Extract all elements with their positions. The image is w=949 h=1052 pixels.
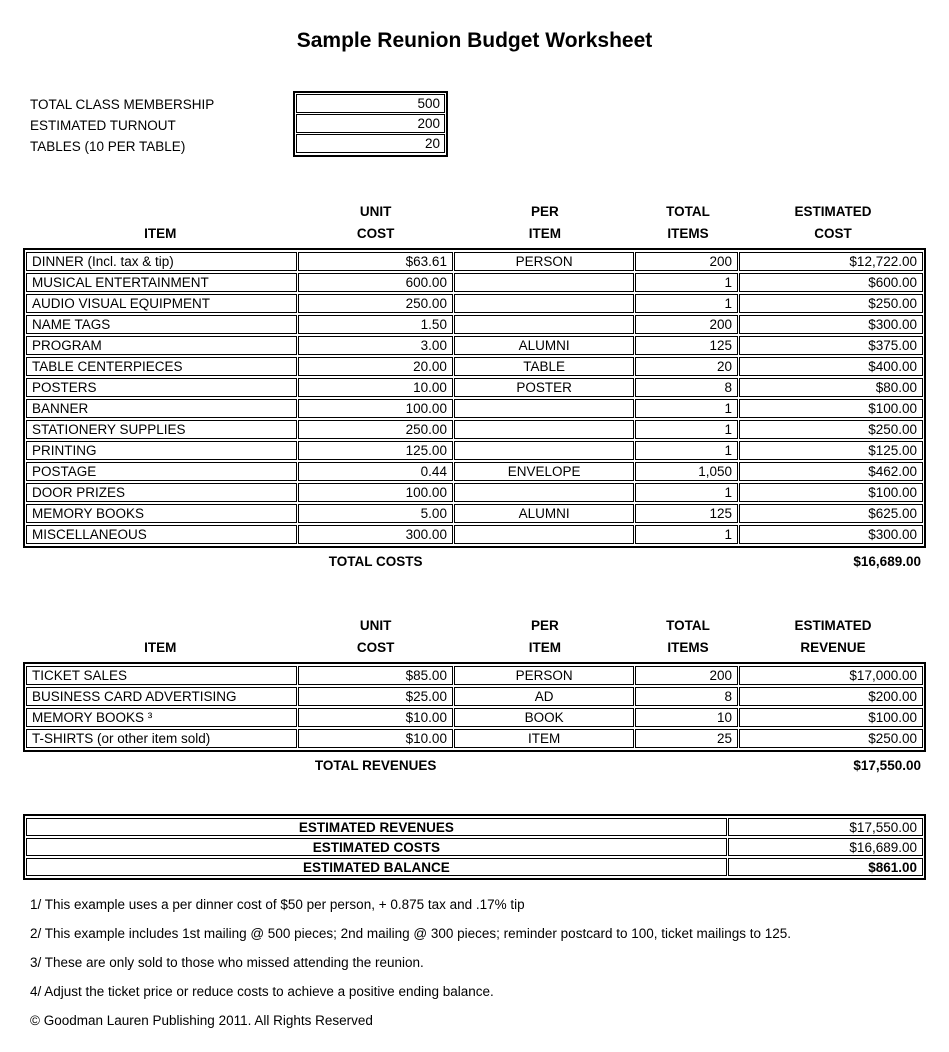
worksheet-page — [0, 28, 949, 1052]
table-row — [26, 504, 923, 523]
table-row — [26, 687, 923, 706]
cell-estimated-cost: $250.00 — [739, 420, 923, 439]
cell-total-items: 1 — [635, 441, 738, 460]
cell-estimated-cost: $600.00 — [739, 273, 923, 292]
cell-item: MEMORY BOOKS — [26, 504, 297, 523]
costs-column-headers — [23, 201, 926, 245]
cell-per-item: ITEM — [454, 729, 634, 748]
table-row — [26, 273, 923, 292]
tables-label: TABLES (10 PER TABLE) — [30, 138, 186, 154]
cell-item: BUSINESS CARD ADVERTISING — [26, 687, 297, 706]
total-class-membership-label: TOTAL CLASS MEMBERSHIP — [30, 96, 215, 112]
cell-total-items: 1 — [635, 294, 738, 313]
cell-total-items: 1 — [635, 399, 738, 418]
cell-per-item — [454, 483, 634, 502]
cell-unit-cost: $85.00 — [298, 666, 452, 685]
cell-item: MEMORY BOOKS ³ — [26, 708, 297, 727]
column-header-estimated-cost: ESTIMATED COST — [794, 204, 872, 241]
summary-input-labels — [30, 91, 293, 157]
footnotes — [30, 896, 949, 1029]
total-revenues-label: TOTAL REVENUES — [314, 757, 437, 773]
cell-total-items: 200 — [635, 315, 738, 334]
summary-table — [23, 814, 926, 880]
column-header-total-items: TOTAL ITEMS — [666, 618, 710, 655]
cell-unit-cost: 100.00 — [298, 399, 452, 418]
cell-total-items: 125 — [635, 336, 738, 355]
cell-item: POSTERS — [26, 378, 297, 397]
column-header-per-item: PER ITEM — [528, 618, 562, 655]
table-row — [26, 336, 923, 355]
cell-per-item: ENVELOPE — [454, 462, 634, 481]
cell-item: TABLE CENTERPIECES — [26, 357, 297, 376]
table-row — [26, 838, 923, 856]
table-row — [26, 483, 923, 502]
cell-estimated-revenue: $250.00 — [739, 729, 923, 748]
cell-total-items: 200 — [635, 252, 738, 271]
footnote-1: 1/ This example uses a per dinner cost of $50 per person, + 0.875 tax and .17% tip — [30, 897, 525, 912]
table-row — [26, 357, 923, 376]
cell-item: TICKET SALES — [26, 666, 297, 685]
cell-item: PRINTING — [26, 441, 297, 460]
cell-per-item: PERSON — [454, 666, 634, 685]
footnote-3: 3/ These are only sold to those who missed attending the reunion. — [30, 955, 424, 970]
costs-table — [23, 248, 926, 548]
table-row — [26, 708, 923, 727]
cell-total-items: 125 — [635, 504, 738, 523]
summary-input-boxes — [293, 91, 448, 157]
table-row — [26, 420, 923, 439]
estimated-turnout-value: 200 — [296, 114, 445, 133]
cell-unit-cost: 3.00 — [298, 336, 452, 355]
table-row — [26, 462, 923, 481]
revenues-total-row — [23, 756, 926, 774]
costs-section — [23, 201, 926, 570]
cell-per-item — [454, 420, 634, 439]
cell-estimated-cost: $625.00 — [739, 504, 923, 523]
cell-unit-cost: $10.00 — [298, 708, 452, 727]
cell-item: POSTAGE — [26, 462, 297, 481]
table-row — [26, 525, 923, 544]
cell-unit-cost: 600.00 — [298, 273, 452, 292]
cell-estimated-cost: $462.00 — [739, 462, 923, 481]
column-header-total-items: TOTAL ITEMS — [666, 204, 710, 241]
cell-unit-cost: 1.50 — [298, 315, 452, 334]
column-header-unit-cost: UNIT COST — [356, 618, 395, 655]
cell-per-item — [454, 441, 634, 460]
table-row — [26, 818, 923, 836]
cell-total-items: 1 — [635, 525, 738, 544]
table-row — [26, 252, 923, 271]
revenues-section — [23, 615, 926, 774]
table-row — [26, 399, 923, 418]
revenues-column-headers — [23, 615, 926, 659]
cell-total-items: 10 — [635, 708, 738, 727]
cell-unit-cost: 250.00 — [298, 420, 452, 439]
cell-item: MUSICAL ENTERTAINMENT — [26, 273, 297, 292]
cell-estimated-cost: $100.00 — [739, 483, 923, 502]
footnote-4: 4/ Adjust the ticket price or reduce costs to achieve a positive ending balance. — [30, 984, 494, 999]
cell-total-items: 1 — [635, 273, 738, 292]
cell-total-items: 25 — [635, 729, 738, 748]
cell-item: AUDIO VISUAL EQUIPMENT — [26, 294, 297, 313]
cell-item: BANNER — [26, 399, 297, 418]
table-row — [26, 441, 923, 460]
cell-estimated-revenue: $17,000.00 — [739, 666, 923, 685]
table-row — [26, 729, 923, 748]
cell-per-item: ALUMNI — [454, 336, 634, 355]
total-costs-label: TOTAL COSTS — [328, 553, 423, 569]
cell-total-items: 20 — [635, 357, 738, 376]
cell-per-item — [454, 315, 634, 334]
cell-item: DINNER (Incl. tax & tip) — [26, 252, 297, 271]
cell-unit-cost: $25.00 — [298, 687, 452, 706]
cell-estimated-cost: $12,722.00 — [739, 252, 923, 271]
cell-per-item — [454, 294, 634, 313]
costs-total-row — [23, 552, 926, 570]
cell-per-item: TABLE — [454, 357, 634, 376]
estimated-costs-label: ESTIMATED COSTS — [26, 838, 727, 856]
cell-estimated-cost: $300.00 — [739, 525, 923, 544]
cell-total-items: 8 — [635, 687, 738, 706]
cell-unit-cost: 20.00 — [298, 357, 452, 376]
table-row — [26, 294, 923, 313]
cell-per-item: BOOK — [454, 708, 634, 727]
cell-estimated-revenue: $100.00 — [739, 708, 923, 727]
estimated-balance-label: ESTIMATED BALANCE — [26, 858, 727, 876]
total-revenues-value: $17,550.00 — [853, 757, 921, 773]
column-header-per-item: PER ITEM — [528, 204, 562, 241]
table-row — [26, 858, 923, 876]
cell-item: T-SHIRTS (or other item sold) — [26, 729, 297, 748]
cell-estimated-cost: $375.00 — [739, 336, 923, 355]
cell-item: PROGRAM — [26, 336, 297, 355]
cell-unit-cost: $10.00 — [298, 729, 452, 748]
table-row — [26, 666, 923, 685]
cell-total-items: 8 — [635, 378, 738, 397]
cell-per-item: ALUMNI — [454, 504, 634, 523]
column-header-unit-cost: UNIT COST — [356, 204, 395, 241]
column-header-item: ITEM — [144, 640, 177, 655]
estimated-revenues-label: ESTIMATED REVENUES — [26, 818, 727, 836]
estimated-costs-value: $16,689.00 — [728, 838, 923, 856]
cell-per-item — [454, 273, 634, 292]
cell-total-items: 1,050 — [635, 462, 738, 481]
summary-inputs — [30, 91, 949, 157]
estimated-turnout-label: ESTIMATED TURNOUT — [30, 117, 176, 133]
cell-unit-cost: 125.00 — [298, 441, 452, 460]
cell-estimated-cost: $300.00 — [739, 315, 923, 334]
cell-unit-cost: 10.00 — [298, 378, 452, 397]
total-class-membership-value: 500 — [296, 94, 445, 113]
estimated-balance-value: $861.00 — [728, 858, 923, 876]
table-row — [26, 378, 923, 397]
cell-item: DOOR PRIZES — [26, 483, 297, 502]
cell-estimated-cost: $250.00 — [739, 294, 923, 313]
column-header-item: ITEM — [144, 226, 177, 241]
cell-per-item: PERSON — [454, 252, 634, 271]
table-row — [26, 315, 923, 334]
cell-per-item: POSTER — [454, 378, 634, 397]
cell-estimated-cost: $400.00 — [739, 357, 923, 376]
cell-total-items: 1 — [635, 420, 738, 439]
cell-estimated-cost: $100.00 — [739, 399, 923, 418]
column-header-estimated-revenue: ESTIMATED REVENUE — [794, 618, 872, 655]
cell-unit-cost: 300.00 — [298, 525, 452, 544]
cell-item: NAME TAGS — [26, 315, 297, 334]
cell-estimated-cost: $125.00 — [739, 441, 923, 460]
cell-total-items: 1 — [635, 483, 738, 502]
cell-unit-cost: 100.00 — [298, 483, 452, 502]
cell-item: MISCELLANEOUS — [26, 525, 297, 544]
page-title: Sample Reunion Budget Worksheet — [296, 29, 653, 52]
cell-unit-cost: 250.00 — [298, 294, 452, 313]
cell-unit-cost: 0.44 — [298, 462, 452, 481]
cell-unit-cost: $63.61 — [298, 252, 452, 271]
copyright-line: © Goodman Lauren Publishing 2011. All Rights Reserved — [30, 1013, 373, 1028]
estimated-revenues-value: $17,550.00 — [728, 818, 923, 836]
cell-per-item — [454, 399, 634, 418]
revenues-table — [23, 662, 926, 752]
cell-unit-cost: 5.00 — [298, 504, 452, 523]
cell-estimated-cost: $80.00 — [739, 378, 923, 397]
footnote-2: 2/ This example includes 1st mailing @ 500 pieces; 2nd mailing @ 300 pieces; reminder postcard to 100, ticket mailings to 125. — [30, 926, 792, 941]
cell-per-item: AD — [454, 687, 634, 706]
cell-item: STATIONERY SUPPLIES — [26, 420, 297, 439]
cell-total-items: 200 — [635, 666, 738, 685]
tables-value: 20 — [296, 134, 445, 153]
cell-estimated-revenue: $200.00 — [739, 687, 923, 706]
cell-per-item — [454, 525, 634, 544]
total-costs-value: $16,689.00 — [853, 553, 921, 569]
